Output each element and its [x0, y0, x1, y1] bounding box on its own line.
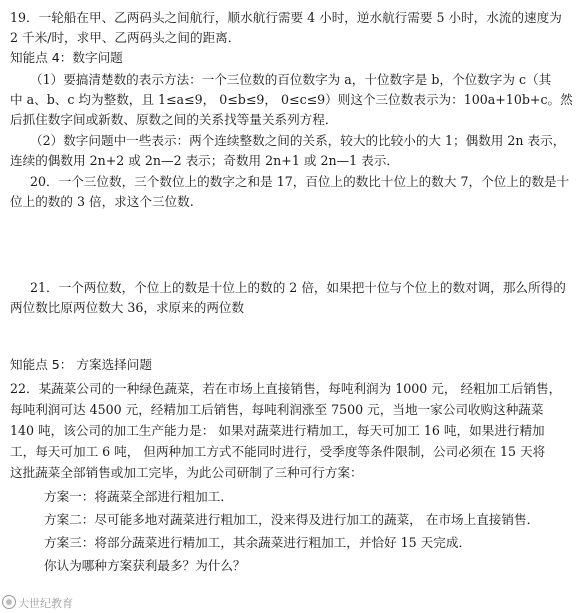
kp4-p2-line2: 连续的偶数用 2n+2 或 2n—2 表示；奇数用 2n+1 或 2n—1 表示． [10, 153, 399, 168]
q22-question: 你认为哪种方案获利最多？为什么？ [44, 558, 246, 573]
q21-line1: 21．一个两位数，个位上的数是十位上的数的 2 倍，如果把十位与个位上的数对调，那么所得的 [30, 280, 566, 295]
kp4-p1-line2: 中 a、b、c 均为整数，且 1≤a≤9， 0≤b≤9， 0≤c≤9）则这个三位数表示为：100a+10b+c。然 [10, 92, 573, 107]
q22-plan3: 方案三：将部分蔬菜进行精加工，其余蔬菜进行粗加工，并恰好 15 天完成． [44, 535, 472, 550]
q22-plan1: 方案一：将蔬菜全部进行粗加工． [44, 489, 233, 504]
q20-line1: 20．一个三位数，三个数位上的数字之和是 17，百位上的数比十位上的数大 7，个位上的数是十 [30, 174, 570, 189]
q22-line2: 每吨利润可达 4500 元，经精加工后销售，每吨利润涨至 7500 元，当地一家公司收购这种蔬菜 [10, 402, 544, 417]
q19-line1: 19．一轮船在甲、乙两码头之间航行，顺水航行需要 4 小时，逆水航行需要 5 小时，水流的速度为 [10, 10, 562, 25]
q22-line5: 这批蔬菜全部销售或加工完毕，为此公司研制了三种可行方案： [10, 465, 363, 480]
q20-line2: 位上的数的 3 倍，求这个三位数. [10, 194, 194, 209]
q22-line3: 140 吨，该公司的加工生产能力是： 如果对蔬菜进行精加工，每天可加工 16 吨，如果进行精加 [10, 423, 545, 438]
kp4-p2-line1: （2）数字问题中一些表示：两个连续整数之间的关系，较大的比较小的大 1；偶数用 2n 表示， [30, 133, 566, 148]
q22-plan2: 方案二：尽可能多地对蔬菜进行粗加工，没来得及进行加工的蔬菜， 在市场上直接销售． [44, 512, 540, 527]
logo-circle-icon [2, 595, 16, 609]
q22-line4: 工，每天可加工 6 吨， 但两种加工方式不能同时进行，受季度等条件限制，公司必须在 15 天将 [10, 444, 546, 459]
kp4-p1-line1: （1）要搞清楚数的表示方法：一个三位数的百位数字为 a，十位数字是 b，个位数字为 c（其 [30, 72, 552, 87]
knowledge-point-4-title: 知能点 4：数字问题 [10, 50, 123, 65]
watermark [2, 595, 73, 611]
q21-line2: 两位数比原两位数大 36，求原来的两位数 [10, 300, 245, 315]
kp4-p1-line3: 后抓住数字间或新数、原数之间的关系找等量关系列方程． [10, 112, 338, 127]
knowledge-point-5-title: 知能点 5： 方案选择问题 [10, 357, 152, 372]
q22-line1: 22．某蔬菜公司的一种绿色蔬菜，若在市场上直接销售，每吨利润为 1000 元， 经粗加工后销售， [10, 381, 562, 396]
q19-line2: 2 千米/时，求甲、乙两码头之间的距离． [10, 30, 241, 45]
watermark-text: 大世纪教育 [18, 597, 73, 610]
